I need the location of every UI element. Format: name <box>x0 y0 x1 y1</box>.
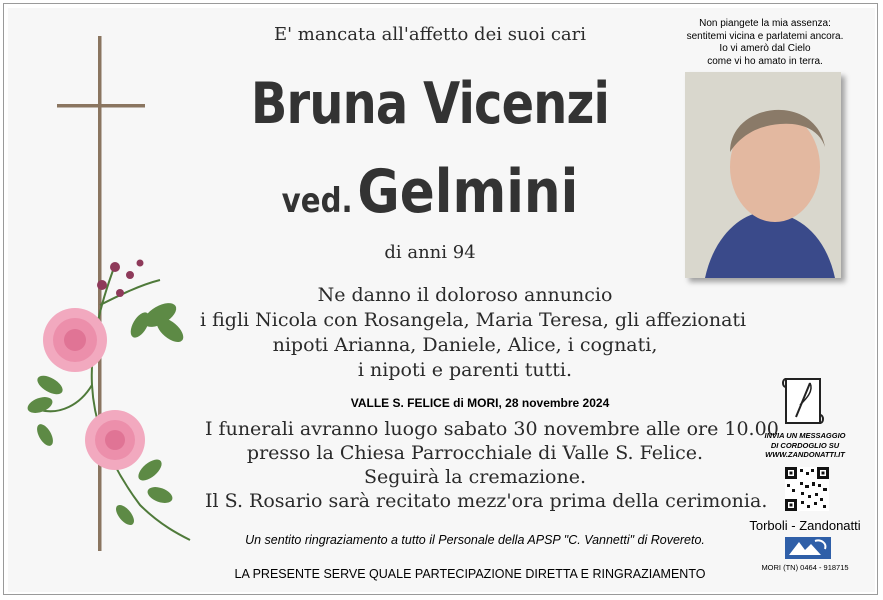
portrait-photo <box>685 72 841 278</box>
age-text: di anni 94 <box>384 242 476 263</box>
rose-bouquet-icon <box>20 245 200 545</box>
funeral-line: I funerali avranno luogo sabato 30 novembre alle ore 10.00 <box>205 418 779 440</box>
funeral-line: Il S. Rosario sarà recitato mezz'ora prima della cerimonia. <box>205 490 768 512</box>
message-line: INVIA UN MESSAGGIO <box>764 431 846 440</box>
quote-line: come vi ho amato in terra. <box>707 55 823 67</box>
agency-contact: MORI (TN) 0464 - 918715 <box>761 563 849 572</box>
funeral-line: Seguirà la cremazione. <box>364 466 586 488</box>
announcement-line: i figli Nicola con Rosangela, Maria Teresa, gli affezionati <box>200 309 747 331</box>
funeral-line: presso la Chiesa Parrocchiale di Valle S. Felice. <box>246 442 704 464</box>
agency-name: Torboli - Zandonatti <box>749 518 861 533</box>
quote-line: Non piangete la mia assenza: <box>699 18 831 29</box>
quote-text <box>660 18 870 68</box>
funeral-details <box>205 417 779 513</box>
message-line[interactable]: WWW.ZANDONATTI.IT <box>765 450 845 459</box>
thanks-note: Un sentito ringraziamento a tutto il Personale della APSP "C. Vannetti" di Rovereto. <box>245 533 705 547</box>
qr-code-icon[interactable] <box>785 467 829 511</box>
announcement <box>200 283 747 383</box>
scroll-quill-icon <box>780 373 826 429</box>
intro-text: E' mancata all'affetto dei suoi cari <box>273 24 587 45</box>
message-line: DI CORDOGLIO SU <box>770 440 840 450</box>
footer-note: LA PRESENTE SERVE QUALE PARTECIPAZIONE DIRETTA E RINGRAZIAMENTO <box>234 567 706 581</box>
married-name <box>232 152 628 247</box>
announcement-line: nipoti Arianna, Daniele, Alice, i cognati, <box>272 334 658 356</box>
announcement-line: Ne danno il doloroso annuncio <box>317 284 613 306</box>
quote-line: Io vi amerò dal Cielo <box>719 43 811 54</box>
deceased-name: Bruna Vicenzi <box>250 71 610 137</box>
married-prefix: ved. <box>281 181 353 221</box>
announcement-line: i nipoti e parenti tutti. <box>357 359 573 381</box>
married-surname: Gelmini <box>357 157 579 227</box>
agency-logo-icon <box>785 537 831 559</box>
place-date: VALLE S. FELICE di MORI, 28 novembre 2024 <box>350 396 610 410</box>
condolence-message-info <box>745 431 865 460</box>
quote-line: sentitemi vicina e parlatemi ancora. <box>686 30 844 42</box>
